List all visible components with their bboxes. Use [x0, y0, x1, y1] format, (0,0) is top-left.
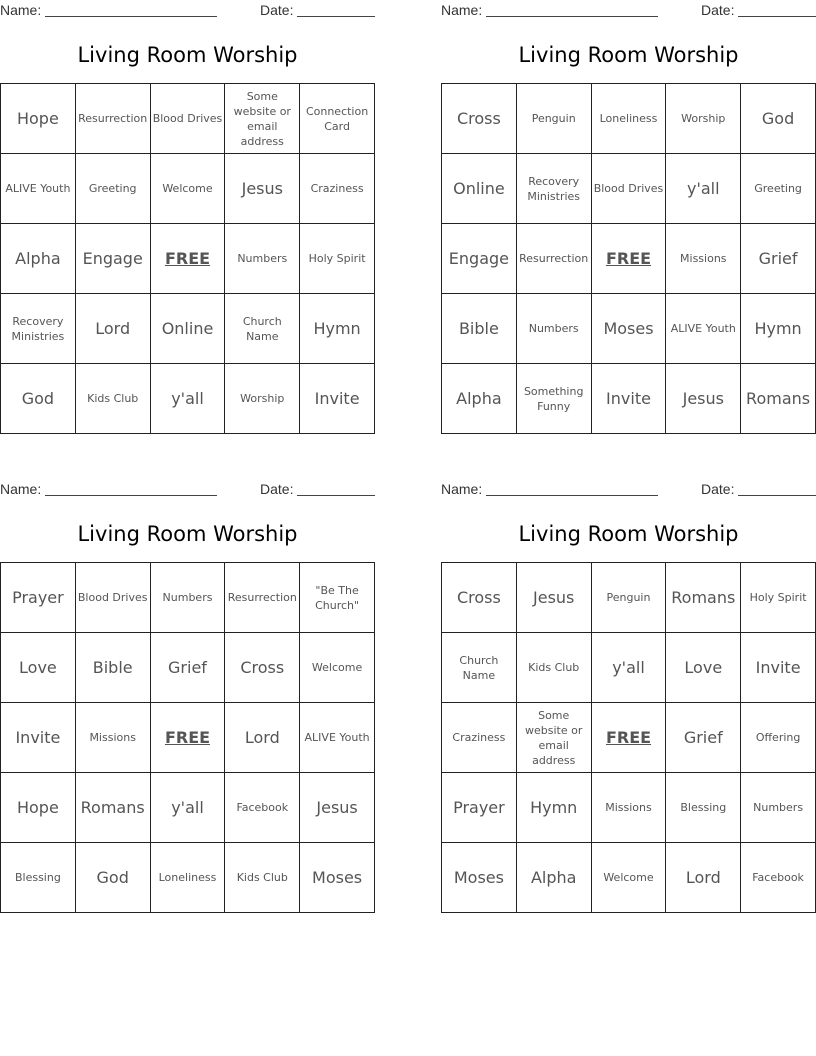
name-label: Name: — [0, 481, 42, 497]
bingo-cell: Engage — [76, 224, 151, 294]
bingo-cell: Resurrection — [76, 84, 151, 154]
bingo-cell: Holy Spirit — [300, 224, 375, 294]
date-line — [738, 16, 816, 17]
bingo-cell: Offering — [741, 703, 816, 773]
bingo-cell: Missions — [592, 773, 667, 843]
date-label: Date: — [260, 2, 294, 18]
bingo-cell: Jesus — [225, 154, 300, 224]
bingo-cell: Church Name — [225, 294, 300, 364]
bingo-cell: Greeting — [741, 154, 816, 224]
bingo-cell: God — [1, 364, 76, 434]
bingo-cell: Cross — [442, 563, 517, 633]
bingo-cell: Bible — [76, 633, 151, 703]
bingo-cell: y'all — [151, 773, 226, 843]
bingo-cell: Kids Club — [76, 364, 151, 434]
bingo-cell: Alpha — [517, 843, 592, 913]
date-line — [297, 495, 375, 496]
bingo-cell: "Be The Church" — [300, 563, 375, 633]
bingo-cell: Kids Club — [517, 633, 592, 703]
bingo-cell: Invite — [300, 364, 375, 434]
date-label: Date: — [701, 481, 735, 497]
bingo-cell: Blood Drives — [76, 563, 151, 633]
bingo-grid — [0, 562, 375, 913]
bingo-cell: Missions — [76, 703, 151, 773]
bingo-cell: Bible — [442, 294, 517, 364]
card-title: Living Room Worship — [518, 522, 739, 546]
bingo-cell: Resurrection — [517, 224, 592, 294]
bingo-cell: Lord — [225, 703, 300, 773]
bingo-cell: Love — [1, 633, 76, 703]
card-title: Living Room Worship — [518, 43, 739, 67]
bingo-cell: Invite — [1, 703, 76, 773]
bingo-cell: Jesus — [517, 563, 592, 633]
bingo-cell: Hymn — [741, 294, 816, 364]
bingo-cell: Welcome — [300, 633, 375, 703]
bingo-cell: Prayer — [442, 773, 517, 843]
bingo-cell: Church Name — [442, 633, 517, 703]
bingo-cell: ALIVE Youth — [666, 294, 741, 364]
bingo-cell: Romans — [666, 563, 741, 633]
bingo-cell: Numbers — [517, 294, 592, 364]
bingo-cell: Romans — [741, 364, 816, 434]
bingo-cell: Hymn — [517, 773, 592, 843]
bingo-cell: Love — [666, 633, 741, 703]
bingo-cell: Alpha — [1, 224, 76, 294]
bingo-cell: Invite — [592, 364, 667, 434]
bingo-cell: Alpha — [442, 364, 517, 434]
bingo-cell: Grief — [741, 224, 816, 294]
bingo-cell: Blood Drives — [151, 84, 226, 154]
name-line — [45, 16, 217, 17]
bingo-cell: y'all — [592, 633, 667, 703]
name-line — [486, 16, 658, 17]
bingo-cell: Hymn — [300, 294, 375, 364]
bingo-cell: Cross — [442, 84, 517, 154]
bingo-cell: Cross — [225, 633, 300, 703]
name-line — [486, 495, 658, 496]
free-space-cell: FREE — [151, 703, 226, 773]
date-line — [738, 495, 816, 496]
bingo-cell: Kids Club — [225, 843, 300, 913]
bingo-cell: Numbers — [741, 773, 816, 843]
bingo-cell: Online — [442, 154, 517, 224]
bingo-cell: Resurrection — [225, 563, 300, 633]
bingo-cell: Facebook — [741, 843, 816, 913]
bingo-cell: Missions — [666, 224, 741, 294]
bingo-cell: God — [741, 84, 816, 154]
bingo-cell: Numbers — [225, 224, 300, 294]
bingo-cell: ALIVE Youth — [300, 703, 375, 773]
bingo-cell: Lord — [666, 843, 741, 913]
name-date-row — [441, 0, 816, 20]
bingo-cell: Moses — [442, 843, 517, 913]
bingo-grid — [0, 83, 375, 434]
bingo-cell: God — [76, 843, 151, 913]
bingo-cell: Hope — [1, 773, 76, 843]
bingo-cell: Worship — [225, 364, 300, 434]
name-label: Name: — [441, 481, 483, 497]
bingo-cell: Recovery Ministries — [1, 294, 76, 364]
date-label: Date: — [260, 481, 294, 497]
name-line — [45, 495, 217, 496]
bingo-cell: Connection Card — [300, 84, 375, 154]
bingo-cell: Jesus — [300, 773, 375, 843]
bingo-cell: Worship — [666, 84, 741, 154]
bingo-cell: Grief — [151, 633, 226, 703]
bingo-cell: Penguin — [517, 84, 592, 154]
bingo-cell: Penguin — [592, 563, 667, 633]
date-line — [297, 16, 375, 17]
bingo-cell: Some website or email address — [517, 703, 592, 773]
bingo-cell: Grief — [666, 703, 741, 773]
bingo-cell: Engage — [442, 224, 517, 294]
bingo-cell: Welcome — [592, 843, 667, 913]
bingo-grid — [441, 562, 816, 913]
free-space-cell: FREE — [151, 224, 226, 294]
bingo-cell: Loneliness — [151, 843, 226, 913]
bingo-cell: Blessing — [1, 843, 76, 913]
bingo-cell: y'all — [151, 364, 226, 434]
bingo-cell: Blood Drives — [592, 154, 667, 224]
bingo-cell: Recovery Ministries — [517, 154, 592, 224]
bingo-cell: Numbers — [151, 563, 226, 633]
bingo-cell: ALIVE Youth — [1, 154, 76, 224]
free-space-cell: FREE — [592, 224, 667, 294]
bingo-cell: Prayer — [1, 563, 76, 633]
name-label: Name: — [0, 2, 42, 18]
bingo-grid — [441, 83, 816, 434]
card-title: Living Room Worship — [77, 522, 298, 546]
name-label: Name: — [441, 2, 483, 18]
bingo-cell: Something Funny — [517, 364, 592, 434]
name-date-row — [441, 479, 816, 499]
bingo-cell: Invite — [741, 633, 816, 703]
bingo-cell: y'all — [666, 154, 741, 224]
free-space-cell: FREE — [592, 703, 667, 773]
bingo-cell: Facebook — [225, 773, 300, 843]
bingo-cell: Some website or email address — [225, 84, 300, 154]
bingo-cell: Welcome — [151, 154, 226, 224]
card-title: Living Room Worship — [77, 43, 298, 67]
bingo-cell: Moses — [300, 843, 375, 913]
bingo-cell: Hope — [1, 84, 76, 154]
bingo-cell: Craziness — [300, 154, 375, 224]
bingo-cell: Blessing — [666, 773, 741, 843]
bingo-cell: Holy Spirit — [741, 563, 816, 633]
name-date-row — [0, 0, 375, 20]
bingo-cell: Romans — [76, 773, 151, 843]
bingo-cell: Moses — [592, 294, 667, 364]
name-date-row — [0, 479, 375, 499]
date-label: Date: — [701, 2, 735, 18]
bingo-cell: Loneliness — [592, 84, 667, 154]
bingo-cell: Online — [151, 294, 226, 364]
bingo-cell: Jesus — [666, 364, 741, 434]
bingo-cell: Lord — [76, 294, 151, 364]
bingo-cell: Greeting — [76, 154, 151, 224]
bingo-cell: Craziness — [442, 703, 517, 773]
